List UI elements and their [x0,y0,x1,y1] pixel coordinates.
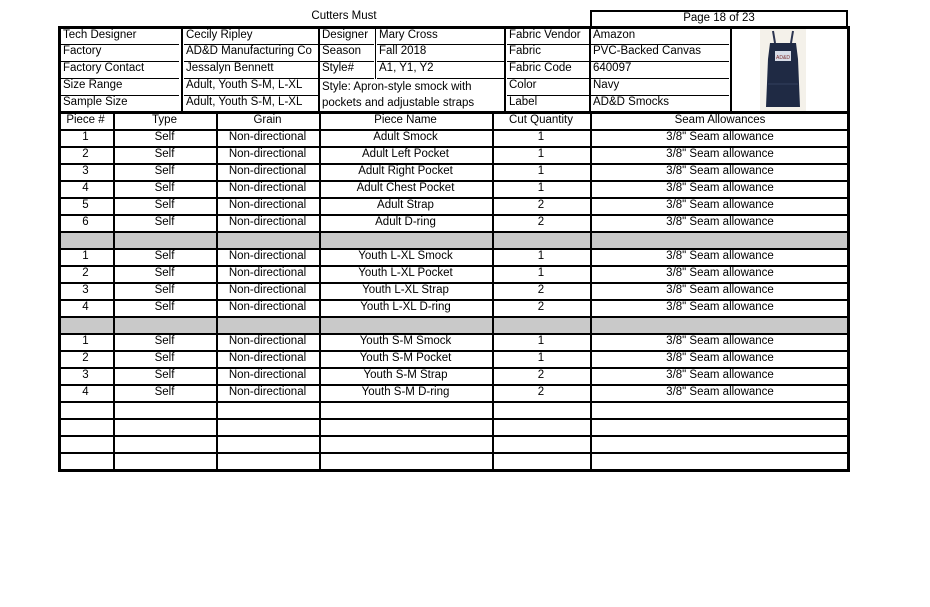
fabric-code-label: Fabric Code [507,62,589,79]
cell-seam-allowance: 3/8" Seam allowance [666,250,774,262]
size-range-value: Adult, Youth S-M, L-XL [184,79,318,96]
cell-seam-allowance: 3/8" Seam allowance [666,369,774,381]
factory-value: AD&D Manufacturing Co [184,45,318,62]
cell-piece-name: Youth L-XL Pocket [358,267,453,279]
cell-cut-quantity: 1 [537,352,545,364]
cell-piece-number: 1 [82,250,89,262]
cell-piece-name [319,437,492,452]
season-label: Season [320,45,374,62]
fabric-value: PVC-Backed Canvas [591,45,729,62]
style-number-label: Style# [320,62,374,79]
tech-designer-label: Tech Designer [61,29,179,45]
cell-piece-number: 3 [82,284,89,296]
cell-grain: Non-directional [228,284,307,296]
cell-grain: Non-directional [228,216,307,228]
cell-piece-name: Youth S-M D-ring [361,386,450,398]
cell-piece-name: Adult Left Pocket [362,148,449,160]
cell-grain [216,403,319,418]
size-range-label: Size Range [61,79,179,96]
cell-seam-allowance: 3/8" Seam allowance [666,148,774,160]
cell-cut-quantity [492,437,590,452]
cell-piece-name [319,233,492,248]
cell-seam-allowance: 3/8" Seam allowance [666,182,774,194]
cell-piece-name [319,454,492,469]
cell-piece-number [58,403,113,418]
column-header-type: Type [152,114,177,126]
cell-piece-number [58,420,113,435]
cell-piece-number [58,318,113,333]
cell-piece-name: Youth L-XL Smock [358,250,453,262]
page-number: Page 18 of 23 [590,10,848,26]
cell-seam-allowance [590,420,850,435]
cell-cut-quantity: 2 [537,301,545,313]
cell-grain: Non-directional [228,386,307,398]
factory-contact-value: Jessalyn Bennett [184,62,318,79]
cell-grain: Non-directional [228,369,307,381]
cell-piece-number: 3 [82,369,89,381]
cell-seam-allowance: 3/8" Seam allowance [666,165,774,177]
cell-seam-allowance: 3/8" Seam allowance [666,352,774,364]
cell-seam-allowance: 3/8" Seam allowance [666,301,774,313]
cell-cut-quantity: 1 [537,182,545,194]
sample-size-value: Adult, Youth S-M, L-XL [186,96,303,108]
cell-cut-quantity [492,233,590,248]
cell-seam-allowance [590,454,850,469]
cell-seam-allowance [590,318,850,333]
apron-image [760,29,806,111]
cell-type: Self [154,199,175,211]
label-value: AD&D Smocks [593,96,670,108]
column-header-seam-allowance: Seam Allowances [674,114,766,126]
cell-piece-name: Adult Right Pocket [358,165,453,177]
cell-cut-quantity [492,420,590,435]
cell-type [113,403,216,418]
cell-piece-number [58,233,113,248]
cell-seam-allowance: 3/8" Seam allowance [666,386,774,398]
cell-type: Self [154,284,175,296]
season-value: Fall 2018 [377,45,504,62]
cell-grain [216,318,319,333]
label-label: Label [509,96,538,108]
cell-seam-allowance: 3/8" Seam allowance [666,267,774,279]
column-header-grain: Grain [253,114,282,126]
cell-type: Self [154,267,175,279]
color-value: Navy [591,79,729,96]
cell-piece-number: 3 [82,165,89,177]
cell-piece-number: 2 [82,352,89,364]
column-header-cut-quantity: Cut Quantity [509,114,573,126]
cell-grain: Non-directional [228,182,307,194]
apron-logo-text: AD&D [776,55,790,61]
product-photo [760,29,806,111]
cell-piece-number: 1 [82,335,89,347]
tech-designer-value: Cecily Ripley [184,29,318,45]
cell-type: Self [154,182,175,194]
cell-type: Self [154,301,175,313]
cell-piece-number: 4 [82,386,89,398]
color-label: Color [507,79,589,96]
cell-seam-allowance [590,403,850,418]
cell-seam-allowance: 3/8" Seam allowance [666,284,774,296]
cell-piece-name: Youth S-M Strap [363,369,448,381]
fabric-label: Fabric [507,45,589,62]
cell-cut-quantity: 2 [537,284,545,296]
factory-contact-label: Factory Contact [61,62,179,79]
cell-grain: Non-directional [228,199,307,211]
cell-piece-name [319,420,492,435]
cell-piece-number: 2 [82,267,89,279]
cell-piece-name: Youth L-XL Strap [362,284,449,296]
designer-label: Designer [320,29,374,45]
cell-cut-quantity: 2 [537,216,545,228]
cell-grain: Non-directional [228,301,307,313]
cell-piece-name: Adult Chest Pocket [356,182,455,194]
cell-type: Self [154,250,175,262]
cell-cut-quantity: 1 [537,165,545,177]
designer-value: Mary Cross [377,29,504,45]
cell-cut-quantity: 1 [537,148,545,160]
cell-piece-number: 5 [82,199,89,211]
cell-type: Self [154,369,175,381]
cell-seam-allowance: 3/8" Seam allowance [666,199,774,211]
cell-grain [216,454,319,469]
cell-piece-number: 1 [82,131,89,143]
cell-type: Self [154,352,175,364]
cell-type [113,454,216,469]
cell-seam-allowance: 3/8" Seam allowance [666,335,774,347]
column-header-piece-name: Piece Name [374,114,437,126]
cell-cut-quantity: 2 [537,199,545,211]
cell-grain [216,233,319,248]
cell-grain: Non-directional [228,131,307,143]
cell-seam-allowance: 3/8" Seam allowance [666,216,774,228]
cell-cut-quantity [492,403,590,418]
cell-piece-name: Adult D-ring [375,216,436,228]
column-header-piece-number: Piece # [66,114,105,126]
fabric-vendor-label: Fabric Vendor [507,29,589,45]
sheet-title: Cutters Must [311,10,377,22]
cell-piece-name [319,403,492,418]
style-description-line-2: pockets and adjustable straps [322,97,475,109]
cell-grain: Non-directional [228,267,307,279]
cell-cut-quantity [492,318,590,333]
sample-size-label: Sample Size [63,96,128,108]
cell-type: Self [154,148,175,160]
cell-type: Self [154,165,175,177]
cell-piece-name: Adult Smock [373,131,438,143]
cell-cut-quantity: 1 [537,335,545,347]
cell-grain [216,420,319,435]
cell-piece-number [58,437,113,452]
cell-piece-number: 4 [82,182,89,194]
cell-cut-quantity [492,454,590,469]
cell-piece-name: Youth S-M Pocket [359,352,452,364]
cell-grain: Non-directional [228,165,307,177]
cell-type: Self [154,386,175,398]
cell-piece-number: 2 [82,148,89,160]
cell-cut-quantity: 1 [537,267,545,279]
cell-grain: Non-directional [228,352,307,364]
cell-type [113,233,216,248]
cell-piece-name: Adult Strap [377,199,434,211]
cell-grain: Non-directional [228,148,307,160]
cell-piece-number [58,454,113,469]
cell-cut-quantity: 1 [537,250,545,262]
cell-seam-allowance [590,437,850,452]
cell-grain: Non-directional [228,250,307,262]
cell-type [113,437,216,452]
cell-type: Self [154,216,175,228]
cell-piece-number: 6 [82,216,89,228]
cell-type [113,420,216,435]
style-number-value: A1, Y1, Y2 [377,62,504,79]
cell-seam-allowance [590,233,850,248]
style-description-line-1: Style: Apron-style smock with [322,81,472,93]
fabric-vendor-value: Amazon [591,29,729,45]
cell-piece-name: Youth S-M Smock [359,335,452,347]
factory-label: Factory [61,45,179,62]
fabric-code-value: 640097 [591,62,729,79]
cell-grain [216,437,319,452]
cell-type: Self [154,131,175,143]
cell-cut-quantity: 2 [537,369,545,381]
cell-cut-quantity: 1 [537,131,545,143]
cell-grain: Non-directional [228,335,307,347]
cell-cut-quantity: 2 [537,386,545,398]
cell-seam-allowance: 3/8" Seam allowance [666,131,774,143]
cell-piece-name [319,318,492,333]
cell-type: Self [154,335,175,347]
cell-piece-number: 4 [82,301,89,313]
cell-type [113,318,216,333]
cell-piece-name: Youth L-XL D-ring [360,301,451,313]
